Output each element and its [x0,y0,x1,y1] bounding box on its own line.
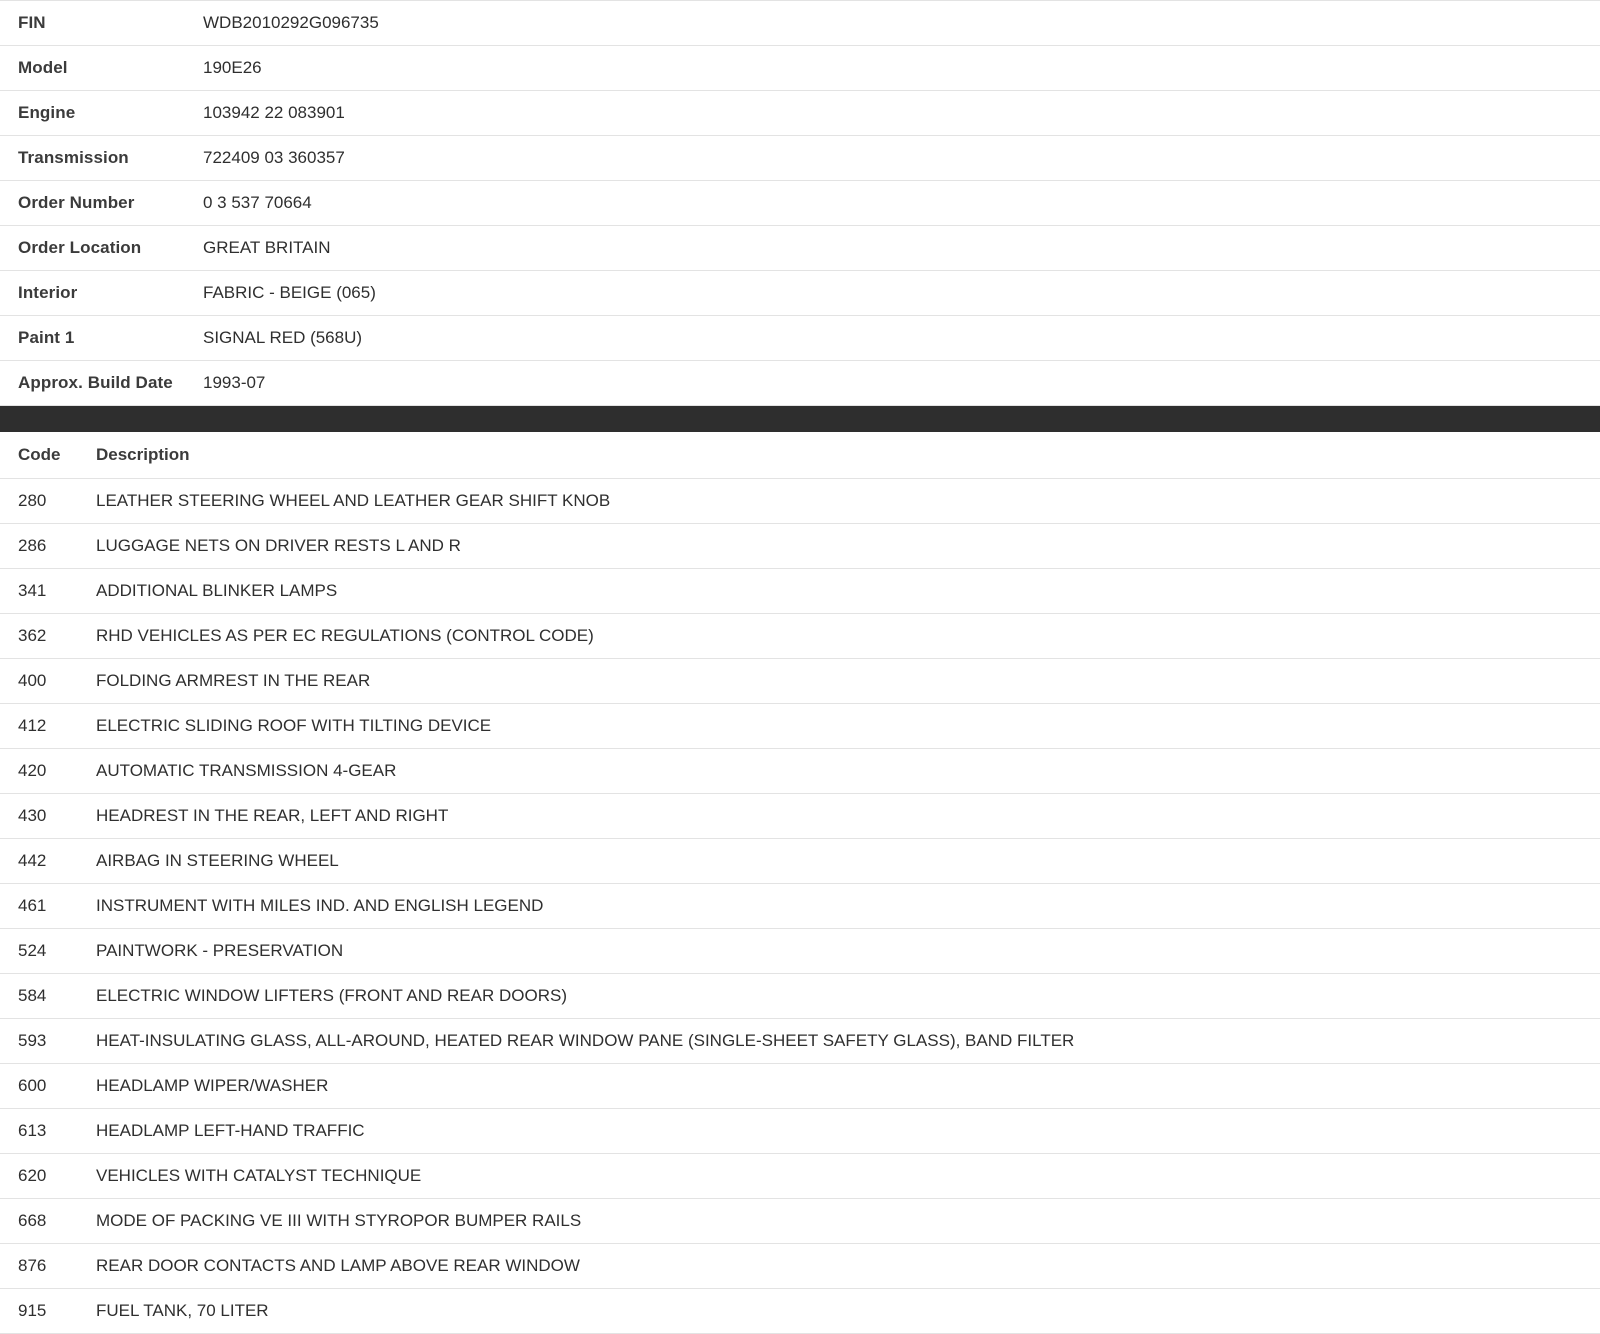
option-codes-table [0,432,1600,1334]
option-description: HEADREST IN THE REAR, LEFT AND RIGHT [96,806,449,825]
option-description: PAINTWORK - PRESERVATION [96,941,344,960]
option-code: 613 [18,1121,47,1140]
column-header-code: Code [18,445,61,464]
vehicle-spec-table [0,0,1600,406]
spec-label: Transmission [18,148,129,167]
option-code: 430 [18,806,47,825]
spec-value: GREAT BRITAIN [203,238,331,257]
table-row [0,839,1600,884]
option-description: FUEL TANK, 70 LITER [96,1301,269,1320]
option-description: INSTRUMENT WITH MILES IND. AND ENGLISH LEGEND [96,896,544,915]
section-divider-bar [0,406,1600,432]
table-row [0,794,1600,839]
option-code: 362 [18,626,47,645]
spec-value: WDB2010292G096735 [203,13,379,32]
option-description: RHD VEHICLES AS PER EC REGULATIONS (CONTROL CODE) [96,626,594,645]
spec-label: Order Location [18,238,142,257]
option-code: 442 [18,851,47,870]
option-description: ELECTRIC SLIDING ROOF WITH TILTING DEVICE [96,716,492,735]
option-description: HEAT-INSULATING GLASS, ALL-AROUND, HEATED REAR WINDOW PANE (SINGLE-SHEET SAFETY GLASS), BAND FILTER [96,1031,1075,1050]
option-code: 400 [18,671,47,690]
option-code: 286 [18,536,47,555]
option-description: VEHICLES WITH CATALYST TECHNIQUE [96,1166,422,1185]
table-row [0,1154,1600,1199]
option-code: 524 [18,941,47,960]
table-row [0,1019,1600,1064]
option-code: 584 [18,986,47,1005]
option-description: FOLDING ARMREST IN THE REAR [96,671,371,690]
table-row [0,479,1600,524]
spec-label: Engine [18,103,76,122]
spec-value: SIGNAL RED (568U) [203,328,363,347]
option-code: 593 [18,1031,47,1050]
spec-row [0,271,1600,316]
option-description: REAR DOOR CONTACTS AND LAMP ABOVE REAR WINDOW [96,1256,580,1275]
option-code: 668 [18,1211,47,1230]
spec-value: FABRIC - BEIGE (065) [203,283,376,302]
spec-value: 0 3 537 70664 [203,193,312,212]
spec-label: Interior [18,283,78,302]
table-row [0,749,1600,794]
spec-row [0,1,1600,46]
spec-row [0,91,1600,136]
option-description: AIRBAG IN STEERING WHEEL [96,851,339,870]
table-row [0,569,1600,614]
table-header-row [0,432,1600,479]
option-description: LUGGAGE NETS ON DRIVER RESTS L AND R [96,536,461,555]
option-code: 280 [18,491,47,510]
option-description: ADDITIONAL BLINKER LAMPS [96,581,338,600]
table-row [0,614,1600,659]
spec-value: 1993-07 [203,373,266,392]
option-code: 876 [18,1256,47,1275]
spec-label: Model [18,58,68,77]
spec-label: FIN [18,13,46,32]
spec-row [0,316,1600,361]
spec-value: 103942 22 083901 [203,103,345,122]
spec-label: Paint 1 [18,328,75,347]
spec-value: 190E26 [203,58,262,77]
option-description: LEATHER STEERING WHEEL AND LEATHER GEAR SHIFT KNOB [96,491,611,510]
table-row [0,1109,1600,1154]
option-code: 915 [18,1301,47,1320]
option-description: HEADLAMP WIPER/WASHER [96,1076,329,1095]
table-row [0,1064,1600,1109]
option-description: HEADLAMP LEFT-HAND TRAFFIC [96,1121,365,1140]
option-description: ELECTRIC WINDOW LIFTERS (FRONT AND REAR DOORS) [96,986,567,1005]
table-row [0,884,1600,929]
table-row [0,1289,1600,1334]
spec-value: 722409 03 360357 [203,148,345,167]
option-code: 341 [18,581,47,600]
spec-row [0,136,1600,181]
table-row [0,524,1600,569]
table-row [0,974,1600,1019]
option-code: 420 [18,761,47,780]
option-codes-header [0,432,1600,479]
table-row [0,704,1600,749]
spec-label: Order Number [18,193,135,212]
table-row [0,929,1600,974]
spec-row [0,226,1600,271]
option-code: 412 [18,716,47,735]
table-row [0,659,1600,704]
spec-row [0,181,1600,226]
spec-row [0,46,1600,91]
column-header-description: Description [96,445,190,464]
option-code: 600 [18,1076,47,1095]
option-description: AUTOMATIC TRANSMISSION 4-GEAR [96,761,397,780]
spec-label: Approx. Build Date [18,373,173,392]
vehicle-spec-body [0,1,1600,406]
option-codes-body [0,479,1600,1334]
option-code: 620 [18,1166,47,1185]
spec-row [0,361,1600,406]
option-description: MODE OF PACKING VE III WITH STYROPOR BUMPER RAILS [96,1211,582,1230]
table-row [0,1244,1600,1289]
table-row [0,1199,1600,1244]
option-code: 461 [18,896,47,915]
